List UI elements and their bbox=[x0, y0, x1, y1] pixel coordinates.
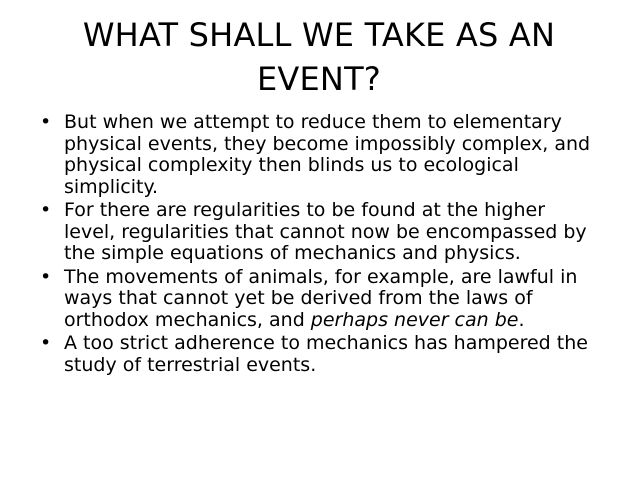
bullet-text: For there are regularities to be found at the higher level, regularities that cannot now be encompassed by the simple equations of mechanics and physics. bbox=[64, 199, 587, 264]
bullet-icon: • bbox=[40, 111, 52, 133]
bullet-text: A too strict adherence to mechanics has hampered the study of terrestrial events. bbox=[64, 332, 588, 376]
bullet-item bbox=[40, 333, 600, 376]
bullet-text-emphasis: perhaps never can be bbox=[310, 308, 519, 331]
bullet-text-start: The movements of animals, for example, are lawful in ways that cannot yet be derived from the laws of orthodox mechanics, and bbox=[64, 265, 578, 331]
bullet-text-end: . bbox=[518, 308, 525, 331]
bullet-item bbox=[40, 200, 600, 265]
bullet-item bbox=[40, 267, 600, 332]
bullet-icon: • bbox=[40, 265, 52, 288]
slide-title bbox=[40, 13, 598, 101]
slide-title-line-2: EVENT? bbox=[257, 60, 381, 98]
bullet-list bbox=[40, 112, 600, 378]
bullet-text bbox=[64, 266, 577, 331]
bullet-item bbox=[40, 112, 600, 198]
slide-title-line-1: WHAT SHALL WE TAKE AS AN bbox=[82, 16, 556, 54]
bullet-text: But when we attempt to reduce them to elementary physical events, they become impossibly complex, and physical complexity then blinds us to ecological simplicity. bbox=[64, 111, 591, 198]
bullet-icon: • bbox=[40, 332, 52, 354]
bullet-icon: • bbox=[40, 199, 52, 221]
